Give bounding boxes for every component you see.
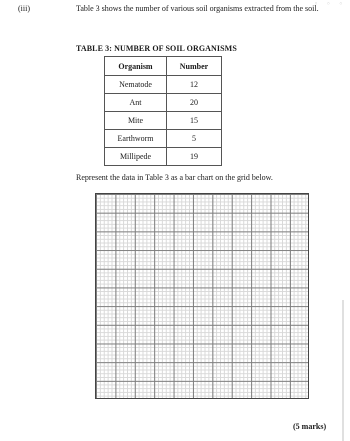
instruction-text: Represent the data in Table 3 as a bar chart on the grid below. (76, 173, 273, 182)
number-cell: 20 (167, 94, 222, 112)
table-row (105, 76, 222, 94)
graph-paper-grid[interactable] (95, 193, 309, 399)
number-cell: 12 (167, 76, 222, 94)
number-cell: 5 (167, 130, 222, 148)
table-title: TABLE 3: NUMBER OF SOIL ORGANISMS (76, 44, 237, 53)
question-intro: Table 3 shows the number of various soil organisms extracted from the soil. (76, 4, 319, 13)
organisms-table (104, 56, 222, 166)
table-row (105, 130, 222, 148)
organism-cell: Millipede (105, 148, 167, 166)
marks-label: (5 marks) (293, 422, 327, 431)
organism-cell: Earthworm (105, 130, 167, 148)
number-cell: 15 (167, 112, 222, 130)
table-row (105, 148, 222, 166)
table-row (105, 94, 222, 112)
table-row (105, 112, 222, 130)
toolbar-icons: ◦ ◦ ◦ (314, 0, 346, 8)
organism-cell: Mite (105, 112, 167, 130)
header-number: Number (167, 57, 222, 76)
organism-cell: Nematode (105, 76, 167, 94)
number-cell: 19 (167, 148, 222, 166)
question-number: (iii) (18, 4, 30, 13)
organism-cell: Ant (105, 94, 167, 112)
header-organism: Organism (105, 57, 167, 76)
table-header-row (105, 57, 222, 76)
scrollbar[interactable] (342, 300, 344, 441)
